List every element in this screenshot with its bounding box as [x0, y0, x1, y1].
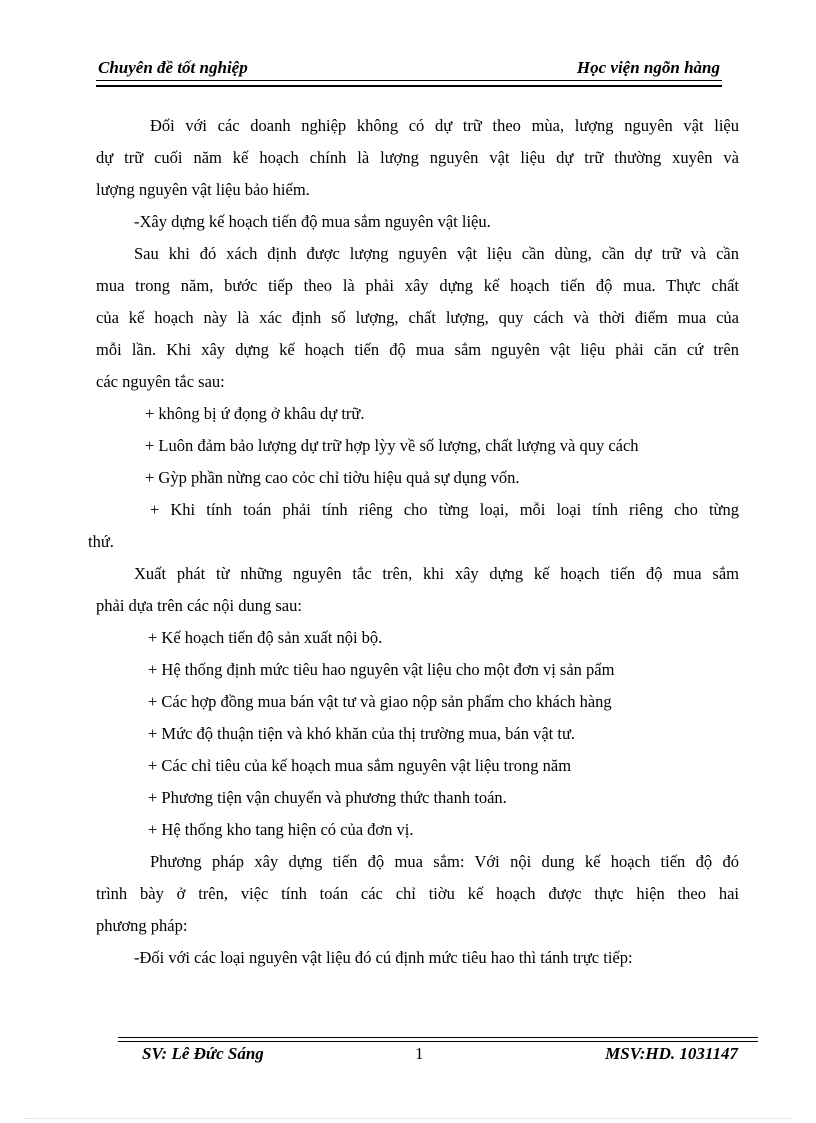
header-rule — [96, 80, 722, 87]
footer-rule — [118, 1037, 758, 1042]
body-line: + Phương tiện vận chuyển và phương thức thanh toán. — [148, 788, 507, 807]
body-line: + Khi tính toán phải tính riêng cho từng loại, mỗi loại tính riêng cho từng — [150, 500, 739, 519]
body-line: Phương pháp xây dựng tiến độ mua sắm: Với nội dung kế hoạch tiến độ đó — [150, 852, 739, 871]
body-line: -Xây dựng kế hoạch tiến độ mua sắm nguyên vật liệu. — [134, 212, 491, 231]
body-line: + Các hợp đồng mua bán vật tư và giao nộp sản phẩm cho khách hàng — [148, 692, 612, 711]
body-line: + Kế hoạch tiến độ sản xuất nội bộ. — [148, 628, 383, 647]
body-line: trình bày ở trên, việc tính toán các chỉ tiờu kế hoạch được thực hiện theo hai — [96, 884, 739, 903]
body-line: -Đối với các loại nguyên vật liệu đó cú định mức tiêu hao thì tánh trực tiếp: — [134, 948, 633, 967]
body-line: + Hệ thống định mức tiêu hao nguyên vật liệu cho một đơn vị sản pẩm — [148, 660, 615, 679]
body-line: phương pháp: — [96, 916, 188, 935]
footer-student-name: SV: Lê Đức Sáng — [142, 1044, 264, 1063]
body-line: của kế hoạch này là xác định số lượng, chất lượng, quy cách và thời điểm mua của — [96, 308, 739, 327]
body-line: các nguyên tắc sau: — [96, 372, 225, 391]
footer-student-id: MSV:HD. 1031147 — [605, 1044, 738, 1063]
body-line: + Luôn đảm bảo lượng dự trữ hợp lỳy về số lượng, chất lượng và quy cách — [145, 436, 639, 455]
body-line: mỗi lần. Khi xây dựng kế hoạch tiến độ mua sắm nguyên vật liệu phải căn cứ trên — [96, 340, 739, 359]
body-line: phải dựa trên các nội dung sau: — [96, 596, 302, 615]
body-line: thứ. — [88, 532, 114, 551]
body-line: + Hệ thống kho tang hiện có của đơn vị. — [148, 820, 414, 839]
body-line: + Các chỉ tiêu của kế hoạch mua sắm nguyên vật liệu trong năm — [148, 756, 572, 775]
body-line: mua trong năm, bước tiếp theo là phải xây dựng kế hoạch tiến độ mua. Thực chất — [96, 276, 739, 295]
body-line: + Mức độ thuận tiện và khó khăn của thị trường mua, bán vật tư. — [148, 724, 576, 743]
body-line: Sau khi đó xách định được lượng nguyên vật liệu cần dùng, cần dự trữ và cần — [134, 244, 739, 263]
header-title-right: Học viện ngõn hàng — [576, 58, 720, 77]
page-number: 1 — [415, 1044, 424, 1063]
header-title-left: Chuyên đề tốt nghiệp — [98, 58, 248, 77]
page-bottom-dotted-border — [24, 1118, 794, 1119]
body-line: Đối với các doanh nghiệp không có dự trữ theo mùa, lượng nguyên vật liệu — [150, 116, 739, 135]
body-line: Xuất phát từ những nguyên tắc trên, khi xây dựng kế hoạch tiến độ mua sắm — [134, 564, 739, 583]
body-line: + Gỳp phần nừng cao cỏc chỉ tiờu hiệu quả sự dụng vốn. — [145, 468, 520, 487]
page-footer — [118, 1044, 738, 1068]
body-line: dự trữ cuối năm kế hoạch chính là lượng nguyên vật liệu dự trữ thường xuyên và — [96, 148, 739, 167]
body-line: + không bị ứ đọng ở khâu dự trữ. — [145, 404, 365, 423]
body-line: lượng nguyên vật liệu bảo hiểm. — [96, 180, 310, 199]
